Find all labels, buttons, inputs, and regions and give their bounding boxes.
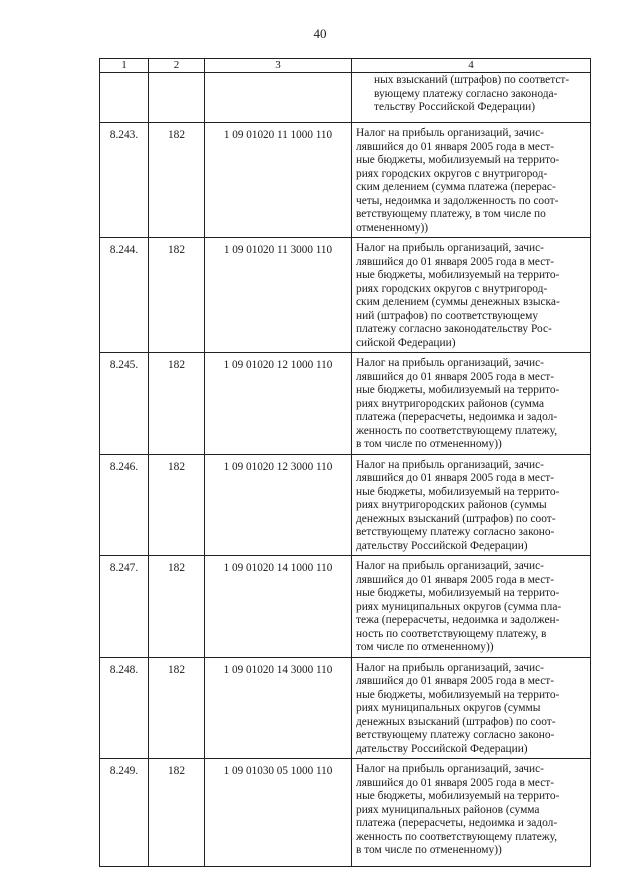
budget-code: 1 09 01020 11 1000 110 (205, 123, 352, 238)
income-description: Налог на прибыль организаций, зачис- лявшийся до 01 января 2005 года в мест- ные бюджеты, мобилизуемый на террито- риях городских округов с внутригород- ским делением (суммы денежных взыска- ний (штрафов) по соответствующему платежу согласно законодательству Рос- сийской Федерации) (352, 238, 591, 353)
budget-code: 1 09 01020 12 3000 110 (205, 454, 352, 556)
table-header-row (100, 59, 591, 73)
row-number: 8.249. (100, 759, 149, 867)
row-number: 8.245. (100, 353, 149, 455)
income-description: Налог на прибыль организаций, зачис- лявшийся до 01 января 2005 года в мест- ные бюджеты, мобилизуемый на террито- риях внутригородских районов (сумма платежа (перерасчеты, недоимка и задол- женность по соответствующему платежу, в том числе по отмененному)) (352, 353, 591, 455)
column-header: 4 (352, 59, 591, 73)
row-number: 8.246. (100, 454, 149, 556)
column-header: 1 (100, 59, 149, 73)
budget-code: 1 09 01020 14 3000 110 (205, 657, 352, 759)
row-number: 8.248. (100, 657, 149, 759)
income-description: Налог на прибыль организаций, зачис- лявшийся до 01 января 2005 года в мест- ные бюджеты, мобилизуемый на террито- риях муниципальных округов (сумма пла- тежа (перерасчеты, недоимка и задолжен- ность по соответствующему платежу, в том числе по отмененному)) (352, 556, 591, 658)
admin-code: 182 (149, 238, 205, 353)
income-description: Налог на прибыль организаций, зачис- лявшийся до 01 января 2005 года в мест- ные бюджеты, мобилизуемый на террито- риях муниципальных округов (суммы денежных взысканий (штрафов) по соот- ветствующему платежу согласно законо- дательству Российской Федерации) (352, 657, 591, 759)
row-number: 8.247. (100, 556, 149, 658)
continuation-row (100, 73, 591, 123)
budget-code: 1 09 01020 14 1000 110 (205, 556, 352, 658)
empty-cell (100, 73, 149, 123)
row-number: 8.244. (100, 238, 149, 353)
table-row (100, 454, 591, 556)
budget-code: 1 09 01020 12 1000 110 (205, 353, 352, 455)
empty-cell (149, 73, 205, 123)
admin-code: 182 (149, 123, 205, 238)
admin-code: 182 (149, 353, 205, 455)
page-number: 40 (313, 26, 327, 41)
column-header: 2 (149, 59, 205, 73)
admin-code: 182 (149, 454, 205, 556)
income-description: Налог на прибыль организаций, зачис- лявшийся до 01 января 2005 года в мест- ные бюджеты, мобилизуемый на террито- риях внутригородских районов (суммы денежных взысканий (штрафов) по соот- ветствующему платежу согласно законо- дательству Российской Федерации) (352, 454, 591, 556)
table-row (100, 759, 591, 867)
row-number: 8.243. (100, 123, 149, 238)
income-description: Налог на прибыль организаций, зачис- лявшийся до 01 января 2005 года в мест- ные бюджеты, мобилизуемый на террито- риях городских округов с внутригород- ским делением (сумма платежа (перерас- четы, недоимка и задолженность по соот- ветствующему платежу, в том числе по отмененному)) (352, 123, 591, 238)
table-row (100, 657, 591, 759)
column-header: 3 (205, 59, 352, 73)
continuation-text: ных взысканий (штрафов) по соответст- вующему платежу согласно законода- тельству Российской Федерации) (352, 73, 591, 123)
income-description: Налог на прибыль организаций, зачис- лявшийся до 01 января 2005 года в мест- ные бюджеты, мобилизуемый на террито- риях муниципальных районов (сумма платежа (перерасчеты, недоимка и задол- женность по соответствующему платежу, в том числе по отмененному)) (352, 759, 591, 867)
admin-code: 182 (149, 759, 205, 867)
budget-code: 1 09 01020 11 3000 110 (205, 238, 352, 353)
budget-code: 1 09 01030 05 1000 110 (205, 759, 352, 867)
table-row (100, 238, 591, 353)
budget-classification-table (99, 58, 591, 867)
empty-cell (205, 73, 352, 123)
admin-code: 182 (149, 657, 205, 759)
table-row (100, 556, 591, 658)
admin-code: 182 (149, 556, 205, 658)
table-row (100, 353, 591, 455)
table-row (100, 123, 591, 238)
